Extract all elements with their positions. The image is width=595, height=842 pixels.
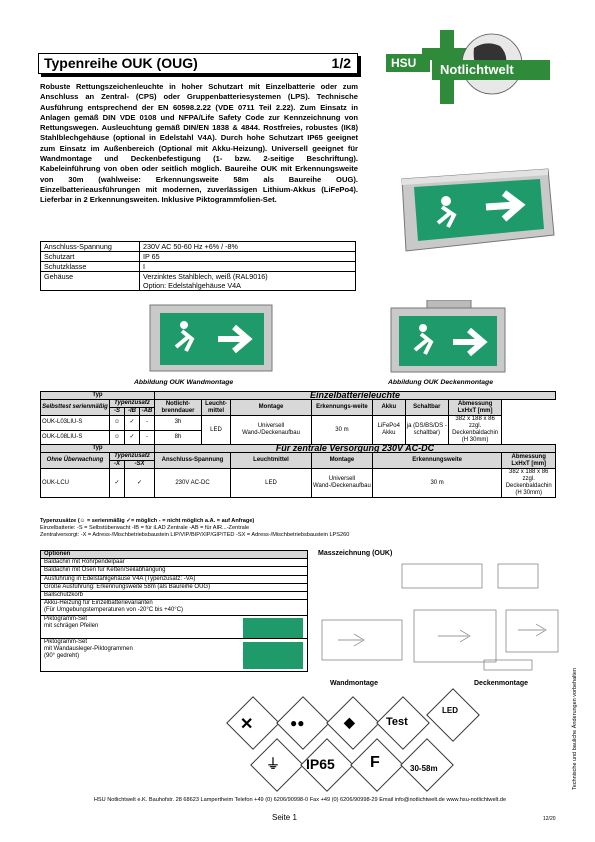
section-title: Für zentrale Versorgung 230V AC-DC <box>155 445 556 453</box>
option-line: mit schrägen Pfeilen <box>44 622 99 629</box>
drawing-label-wall: Wandmontage <box>330 680 378 687</box>
option-item: Baldachin mit Rohrpendelpaar <box>41 559 308 567</box>
table-row <box>41 559 308 567</box>
notes <box>40 518 556 539</box>
owl-glyph: ◆ <box>344 714 355 730</box>
test-label: Test <box>386 716 408 728</box>
option-line: Piktogramm-Set <box>44 638 88 645</box>
note-line: Typenzusätze (☺ = serienmäßig ✓= möglich - = nicht möglich a.A. = auf Anfrage) <box>40 518 255 524</box>
cell: 3h <box>155 416 202 431</box>
spec-value-line: Option: Edelstahlgehäuse V4A <box>143 281 241 290</box>
cell: ✓ <box>125 416 140 431</box>
cell <box>448 416 502 445</box>
drawing-title: Masszeichnung (OUK) <box>318 550 393 557</box>
caption-wall: Abbildung OUK Wandmontage <box>134 379 234 386</box>
option-line: Akku-Heizung für Einzelbatterievarianten <box>44 600 153 607</box>
spec-key: Schutzklasse <box>41 262 140 272</box>
typ-header: Typ <box>41 392 155 400</box>
abm-line: 382 x 188 x 86 <box>509 469 549 475</box>
col-header: Montage <box>231 400 312 416</box>
cell: ☺ <box>110 430 125 445</box>
option-line: (90° gedreht) <box>44 653 80 660</box>
dimension-drawing <box>318 560 564 678</box>
side-note: Technische und bauliche Änderungen vorbehalten <box>572 667 578 790</box>
pictogram-set-wall <box>243 642 303 669</box>
cell: LED <box>202 416 231 445</box>
spec-table <box>40 241 356 291</box>
led-label: LED <box>442 706 458 715</box>
table-row <box>41 445 556 453</box>
option-item <box>41 615 308 638</box>
col-header: Akku <box>372 400 405 416</box>
col-header: -AB <box>140 408 155 416</box>
page-label: Seite 1 <box>272 813 297 822</box>
page-number: 12/20 <box>543 816 556 822</box>
cell <box>502 469 556 498</box>
table-row <box>41 583 308 591</box>
col-header: Schaltbar <box>405 400 448 416</box>
cell: Universell Wand-/Deckenaufbau <box>312 469 373 498</box>
col-header: -IB <box>125 408 140 416</box>
col-header: Selbsttest serienmäßig <box>41 400 110 416</box>
intro-text: Robuste Rettungszeichenleuchte in hoher Schutzart mit Einzelbatterie oder zum Anschluss an Zentral- (CPS) oder Gruppenbatteriesystemen (LPS). Technische Ausführung entsprechend der EN 60598.2.22 (VDE 0711 Teil 2.22). Zum Einsatz in Anlagen gemäß DIN VDE 0108 und NFPA/Life Safety Code zur Kennzeichnung von Rettungswegen. Ausleuchtung gemäß DIN/EN 1838 & 4844. Rostfreies, robustes (IK8) Stahlblechgehäuse (optional in Edelstahl V4A). Durch hohe Schutzart IP65 geeignet zum Einsatz im Außenbereich (Optional mit Akku-Heizung). Universell geeignet für Wandmontage und Deckenbefestigung (1- bzw. 2-seitige Beschriftung). Kabeleinführung von oben oder seitlich möglich. Baureihe OUK mit Erkennungsweite von 30m (wahlweise: Erkennungsweite 58m als Baureihe OUG). Einzelbatterieausführungen mit modernen, zuverlässigen Lithium-Akkus (LiFePo4). Lieferbar in 2 Erkennungsweiten. Inklusive Piktogrammfolien-Set. <box>40 82 358 205</box>
col-header: Leuchtmittel <box>231 453 312 469</box>
spec-value: IP 65 <box>140 252 356 262</box>
option-line: Piktogramm-Set <box>44 615 88 622</box>
col-header: Typenzusatz <box>110 453 155 461</box>
cell: LED <box>231 469 312 498</box>
ip65-label: IP65 <box>306 756 335 772</box>
cell: ☺ <box>110 416 125 431</box>
option-item: Baldachin mit Ösen für Ketten/Seilabhängung <box>41 567 308 575</box>
spec-value: I <box>140 262 356 272</box>
hsu-logo <box>382 26 562 108</box>
table-row <box>41 392 556 400</box>
option-item <box>41 638 308 671</box>
option-line: mit Wandausleger-Piktogrammen <box>44 645 133 652</box>
table-row <box>41 615 308 638</box>
option-item: Ausführung in Edelstahlgehäuse V4A (Typenzusatz: -VA) <box>41 575 308 583</box>
table-row <box>41 600 308 615</box>
option-line: (Für Umgebungstemperaturen von -20°C bis +40°C) <box>44 607 184 614</box>
col-header: Abmessung LxHxT [mm] <box>448 400 502 416</box>
table-row <box>41 592 308 600</box>
section-title: Einzelbatterieleuchte <box>155 392 556 400</box>
col-header: Erkennungsweite <box>372 453 502 469</box>
spec-value <box>140 272 356 291</box>
col-header: Ohne Überwachung <box>41 453 110 469</box>
product-image-large <box>398 165 558 265</box>
col-header: -SX <box>125 461 155 469</box>
table-row <box>41 638 308 671</box>
binoculars-glyph: ●● <box>290 716 305 730</box>
product-table <box>40 391 556 498</box>
type-cell: OUK-LCU <box>41 469 110 498</box>
note-line: Einzelbatterie: -S = Selbstüberwacht -IB = für iLAD Zentrale -AB = für AIR...-Zentrale <box>40 525 250 531</box>
table-row <box>41 551 308 559</box>
spec-value-line: Verzinktes Stahlblech, weiß (RAL9016) <box>143 272 268 281</box>
spec-key: Gehäuse <box>41 272 140 291</box>
option-item: Ballschutzkorb <box>41 592 308 600</box>
f-label: F <box>370 754 380 771</box>
product-image-ceiling <box>389 300 509 376</box>
range-label: 30-58m <box>410 764 438 773</box>
cell: ✓ <box>125 430 140 445</box>
options-table <box>40 550 308 672</box>
typ-header: Typ <box>41 445 155 453</box>
cell: ja (DS/BS/DS -schaltbar) <box>405 416 448 445</box>
feature-icons <box>200 692 520 792</box>
table-row <box>41 469 556 498</box>
table-row <box>41 453 556 461</box>
spec-key: Anschluss-Spannung <box>41 242 140 252</box>
options-title: Optionen <box>41 551 308 559</box>
table-row <box>41 575 308 583</box>
cell: ✓ <box>110 469 125 498</box>
logo-notlichtwelt-text: Notlichtwelt <box>440 62 514 77</box>
option-item <box>41 600 308 615</box>
col-header: Anschluss-Spannung <box>155 453 231 469</box>
type-cell: OUK-L08LIU-S <box>41 430 110 445</box>
page-indicator: 1/2 <box>331 55 351 71</box>
table-row <box>41 272 356 291</box>
cell: LiFePo4 Akku <box>372 416 405 445</box>
cell: - <box>140 416 155 431</box>
col-header: -S <box>110 408 125 416</box>
col-header: Typenzusatz <box>110 400 155 408</box>
spec-key: Schutzart <box>41 252 140 262</box>
cell: 230V AC-DC <box>155 469 231 498</box>
drawing-label-ceiling: Deckenmontage <box>474 680 529 687</box>
cell: ✓ <box>125 469 155 498</box>
footer-contact: HSU Notlichtwelt e.K. Bauhofstr. 28 68623 Lampertheim Telefon +49 (0) 6206/90998-0 Fax +49 (0) 6206/90998-29 Email info@notlichtwelt.de www.hsu-notlichtwelt.de <box>93 797 507 803</box>
cell: Universell Wand-/Deckenaufbau <box>231 416 312 445</box>
table-row <box>41 416 556 431</box>
caption-ceiling: Abbildung OUK Deckenmontage <box>388 379 493 386</box>
table-row <box>41 242 356 252</box>
page-title: Typenreihe OUK (OUG) <box>44 55 198 71</box>
led-icon <box>426 688 480 742</box>
cell: 8h <box>155 430 202 445</box>
cell: 30 m <box>372 469 502 498</box>
abm-line: 382 x 188 x 86 <box>455 416 495 422</box>
product-image-wall <box>148 299 276 377</box>
abm-line: zzgl. Deckenbaldachin (H 30mm) <box>505 476 552 496</box>
logo-hsu-text: HSU <box>391 56 417 70</box>
col-header: -X <box>110 461 125 469</box>
type-cell: OUK-L03LIU-S <box>41 416 110 431</box>
table-row <box>41 567 308 575</box>
col-header: Montage <box>312 453 373 469</box>
option-item: Große Ausführung: Erkennungsweite 58m (als Baureihe OUG) <box>41 583 308 591</box>
abm-line: zzgl. Deckenbaldachin (H 30mm) <box>452 423 499 443</box>
col-header: Abmessung LxHxT [mm] <box>502 453 556 469</box>
table-row <box>41 400 556 408</box>
title-box <box>38 53 358 74</box>
cell: 30 m <box>312 416 373 445</box>
x-icon-label: ✕ <box>240 716 254 733</box>
col-header: Erkennungs-weite <box>312 400 373 416</box>
col-header: Leucht-mittel <box>202 400 231 416</box>
pictogram-set-diagonal <box>243 618 303 638</box>
ground-glyph: ⏚ <box>266 756 280 772</box>
table-row <box>41 262 356 272</box>
table-row <box>41 252 356 262</box>
note-line: Zentralversorgt: -X = Adress-/Mischbetriebsbaustein LIP/VIP/BIP/XIP/GIP/TED -SX = Adress-/Mischbetriebsbaustein LPS260 <box>40 532 350 538</box>
cell: - <box>140 430 155 445</box>
col-header: Notlicht-brenndauer <box>155 400 202 416</box>
spec-value: 230V AC 50-60 Hz +6% / -8% <box>140 242 356 252</box>
